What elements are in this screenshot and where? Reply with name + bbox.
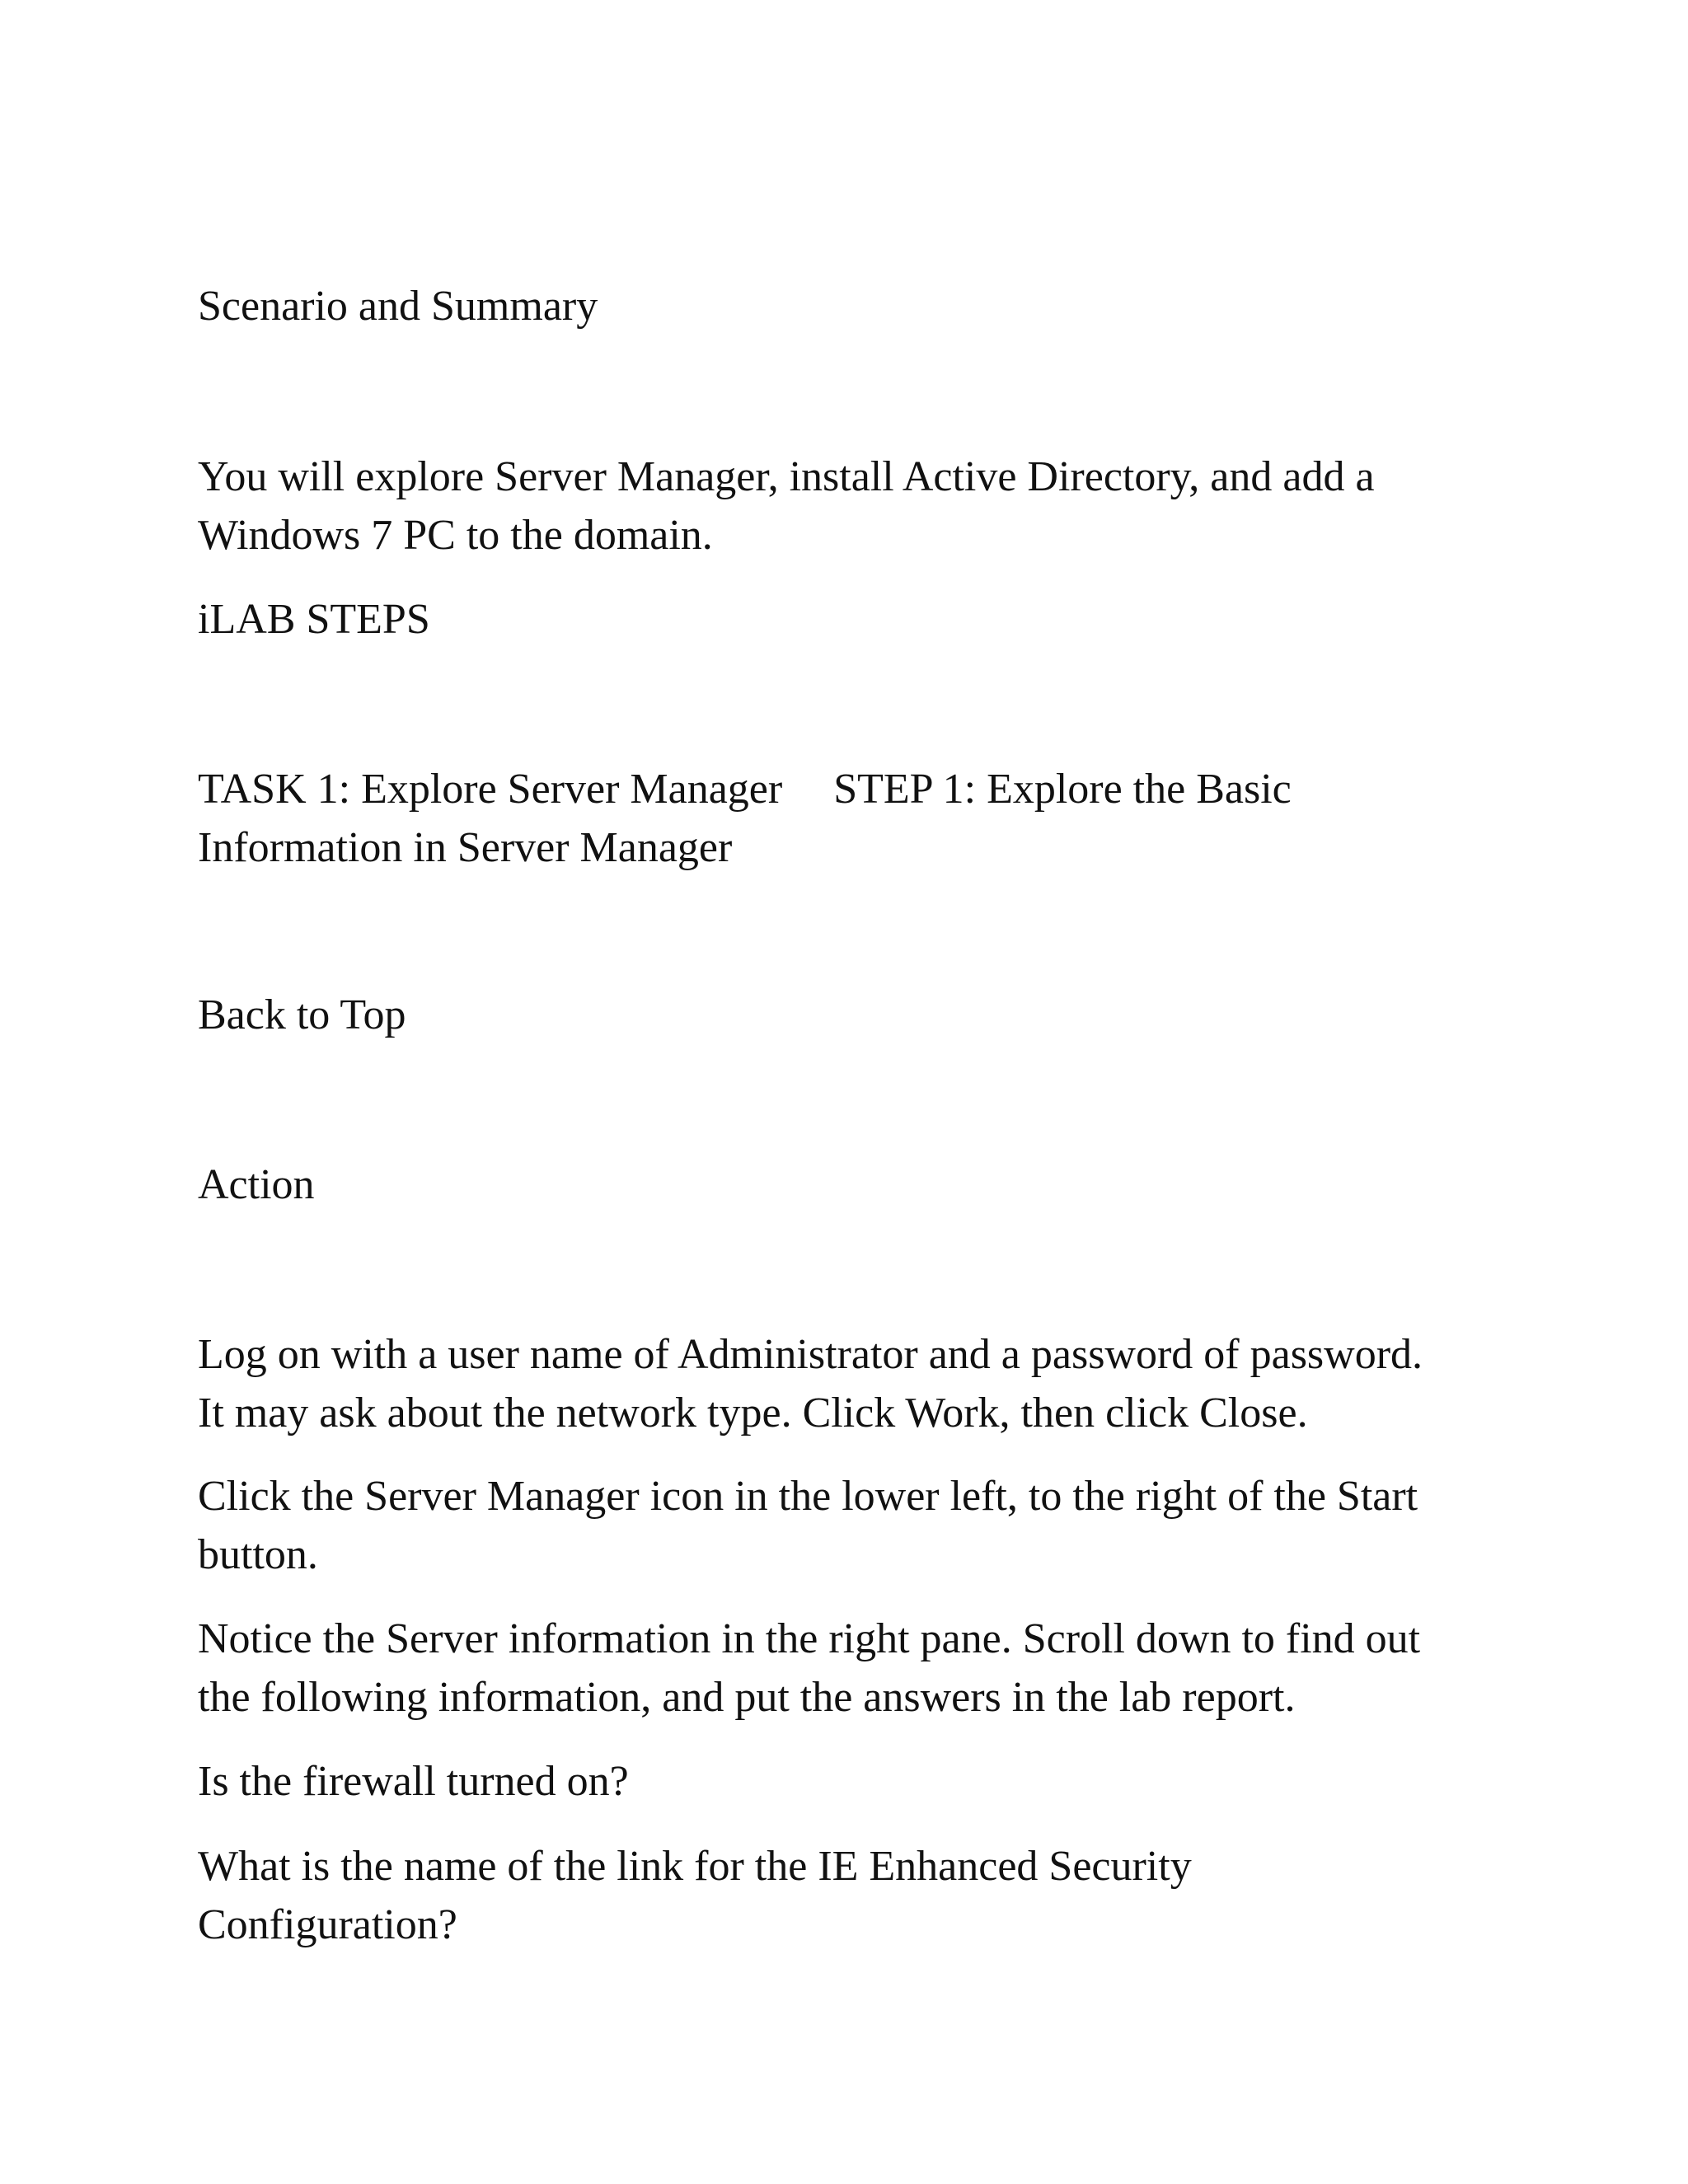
instruction-paragraph: Log on with a user name of Administrator and a password of password. It may ask about the network type. Click Work, then click Close. — [198, 1331, 1423, 1436]
summary-paragraph — [198, 448, 1484, 565]
ilab-steps-heading: iLAB STEPS — [198, 596, 430, 643]
summary-line-2: Windows 7 PC to the domain. — [198, 512, 713, 559]
instruction-paragraph: Click the Server Manager icon in the lower left, to the right of the Start button. — [198, 1473, 1418, 1578]
step-label: STEP 1: Explore the Basic — [833, 766, 1292, 813]
task-label: TASK 1: Explore Server Manager — [198, 766, 783, 813]
task-step-heading — [198, 760, 1484, 877]
back-to-top-link[interactable]: Back to Top — [198, 991, 406, 1038]
action-heading: Action — [198, 1161, 315, 1208]
instruction-paragraph: What is the name of the link for the IE Enhanced Security Configuration? — [198, 1843, 1192, 1948]
instruction-paragraph: Is the firewall turned on? — [198, 1758, 629, 1805]
instruction-paragraph: Notice the Server information in the right pane. Scroll down to find out the following information, and put the answers in the lab report. — [198, 1615, 1421, 1721]
summary-line-1: You will explore Server Manager, install Active Directory, and add a — [198, 453, 1375, 500]
section-heading: Scenario and Summary — [198, 283, 598, 330]
step-label-continued: Information in Server Manager — [198, 824, 733, 871]
